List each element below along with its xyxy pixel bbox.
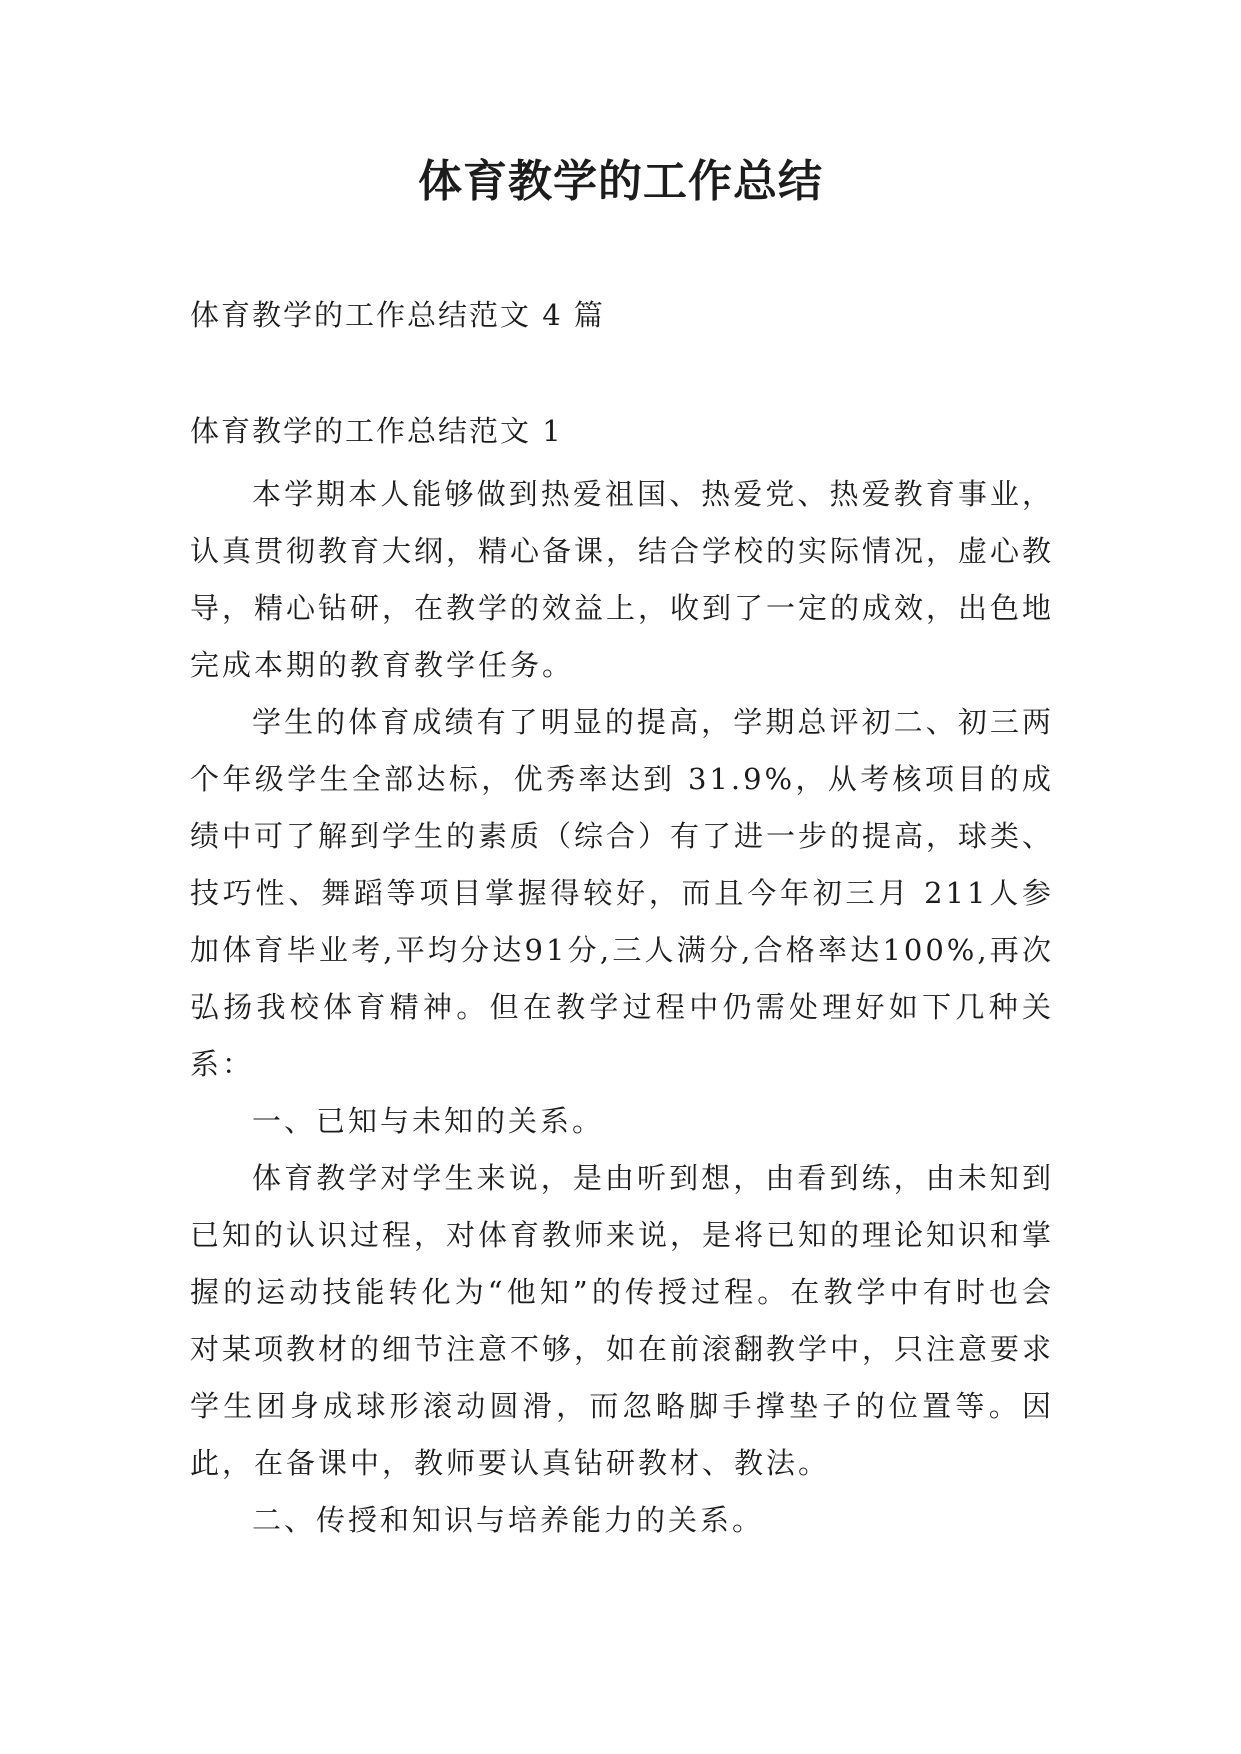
document-subtitle: 体育教学的工作总结范文 4 篇 [190,298,605,332]
paragraph-intro: 本学期本人能够做到热爱祖国、热爱党、热爱教育事业，认真贯彻教育大纲，精心备课，结合学校的实际情况，虚心教导，精心钻研，在教学的效益上，收到了一定的成效，出色地完成本期的教育教学任务。 [190,477,1055,682]
paragraph-point-one-body: 体育教学对学生来说，是由听到想，由看到练，由未知到已知的认识过程，对体育教师来说，是将已知的理论知识和掌握的运动技能转化为“他知”的传授过程。在教学中有时也会对某项教材的细节注意不够，如在前滚翻教学中，只注意要求学生团身成球形滚动圆滑，而忽略脚手撑垫子的位置等。因此，在备课中，教师要认真钻研教材、教法。 [190,1161,1055,1480]
section-heading: 体育教学的工作总结范文 1 [190,414,563,448]
paragraph-results: 学生的体育成绩有了明显的提高，学期总评初二、初三两个年级学生全部达标，优秀率达到 31.9%，从考核项目的成绩中可了解到学生的素质（综合）有了进一步的提高，球类、技巧性、舞蹈等项目掌握得较好，而且今年初三月 211人参加体育毕业考,平均分达91分,三人满分,合格率达100%,再次弘扬我校体育精神。但在教学过程中仍需处理好如下几种关系： [190,705,1055,1081]
document-title: 体育教学的工作总结 [418,156,823,207]
paragraph-point-two-heading: 二、传授和知识与培养能力的关系。 [252,1503,765,1537]
body-text [190,466,1054,1549]
paragraph-point-one-heading: 一、已知与未知的关系。 [252,1104,605,1138]
